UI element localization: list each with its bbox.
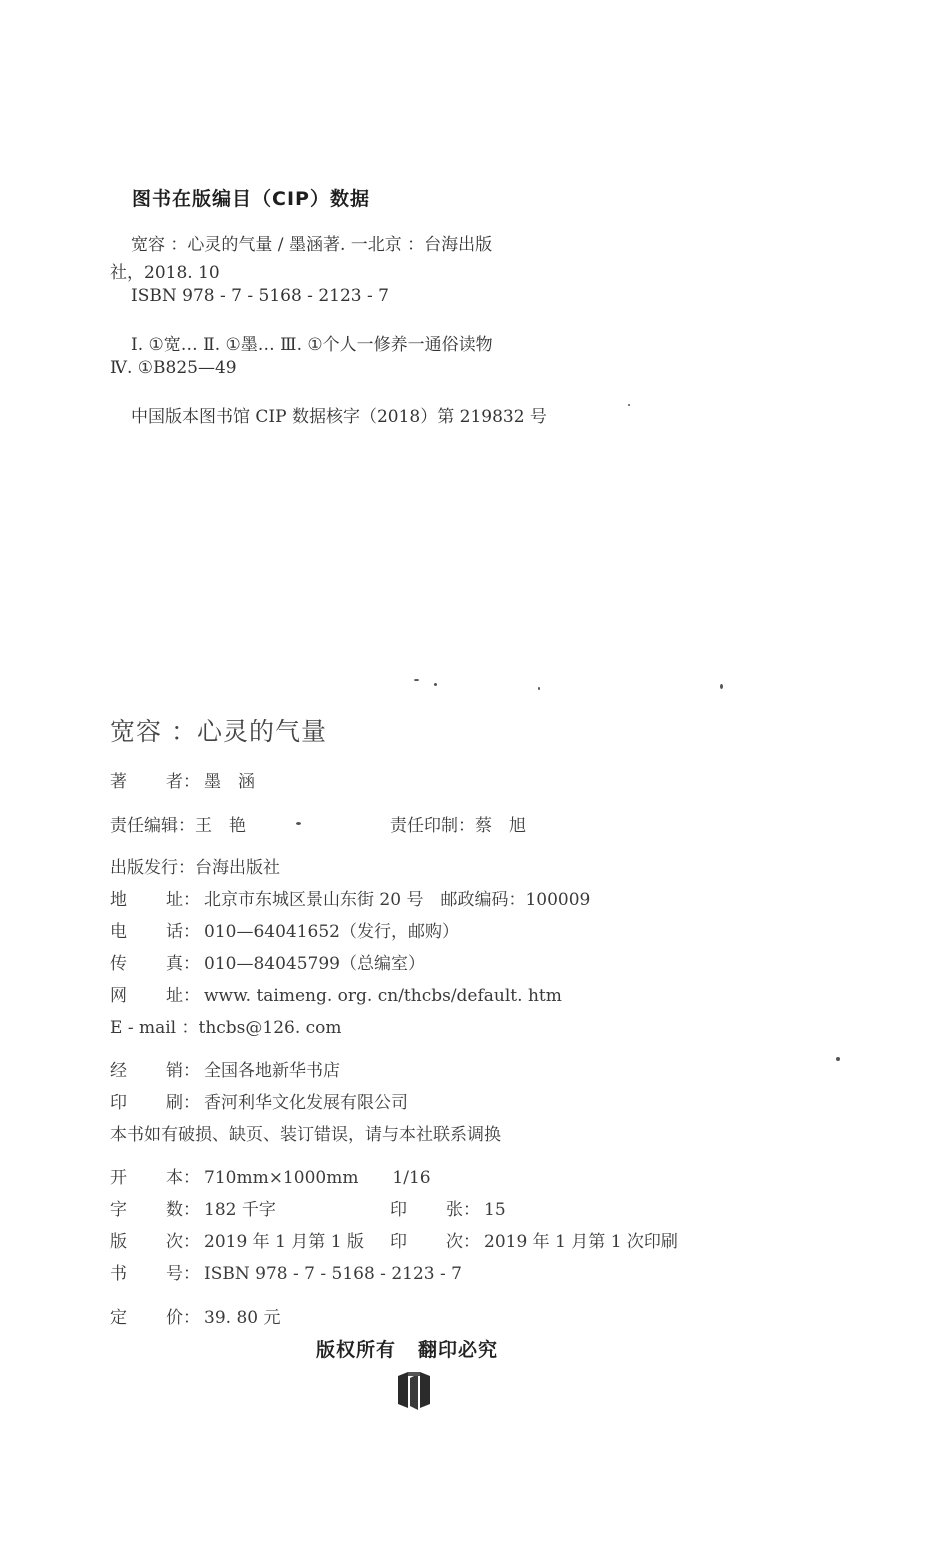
- editor-value: 王 艳: [195, 816, 246, 836]
- sheets-label: 印 张：: [390, 1200, 480, 1220]
- email-row: [110, 1013, 342, 1038]
- distributor-row: [110, 1056, 340, 1081]
- publisher-logo-graphic: [396, 1368, 432, 1412]
- copyright-notice: [316, 1335, 498, 1362]
- address-label: 地 址：: [110, 890, 200, 910]
- scan-speck: [720, 684, 723, 689]
- website-label: 网 址：: [110, 986, 200, 1006]
- format-label: 开 本：: [110, 1168, 200, 1188]
- address-row: [110, 885, 590, 910]
- distributor-label: 经 销：: [110, 1061, 200, 1081]
- copyright-part-1: 版权所有: [316, 1339, 397, 1361]
- scan-speck: [836, 1057, 840, 1061]
- cip-line-1: 宽容 ：心灵的气量 / 墨涵著. 一北京 ：台海出版: [131, 235, 493, 255]
- address-value: 北京市东城区景山东街 20 号 邮政编码：100009: [204, 890, 591, 910]
- publisher-label: 出版发行：: [110, 858, 195, 878]
- editor-row: [110, 811, 246, 836]
- damage-notice: 本书如有破损、缺页、装订错误，请与本社联系调换: [110, 1125, 501, 1145]
- print-editor-label: 责任印制：: [390, 816, 475, 836]
- price-row: [110, 1303, 280, 1328]
- website-row: [110, 981, 562, 1006]
- fax-label: 传 真：: [110, 954, 200, 974]
- cip-heading: 图书在版编目（CIP）数据: [132, 188, 370, 210]
- cip-line-2: 社，2018. 10: [110, 263, 220, 283]
- editor-label: 责任编辑：: [110, 816, 195, 836]
- phone-value: 010—64041652（发行，邮购）: [204, 922, 459, 942]
- cip-classification-2: Ⅳ. ①B825—49: [110, 358, 237, 378]
- author-value: 墨 涵: [204, 772, 255, 792]
- sheets-value: 15: [484, 1200, 506, 1220]
- cip-classification-1: Ⅰ. ①宽… Ⅱ. ①墨… Ⅲ. ①个人一修养一通俗读物: [131, 335, 493, 355]
- isbn-label: 书 号：: [110, 1264, 200, 1284]
- price-value: 39. 80 元: [204, 1308, 281, 1328]
- cip-isbn: ISBN 978 - 7 - 5168 - 2123 - 7: [131, 286, 389, 306]
- publisher-value: 台海出版社: [195, 858, 280, 878]
- impression-label: 印 次：: [390, 1232, 480, 1252]
- author-row: [110, 767, 255, 792]
- printer-label: 印 刷：: [110, 1093, 200, 1113]
- print-editor-row: [390, 811, 526, 836]
- print-editor-value: 蔡 旭: [475, 816, 526, 836]
- words-value: 182 千字: [204, 1200, 276, 1220]
- publisher-logo-icon: [396, 1368, 432, 1412]
- email-value: thcbs@126. com: [198, 1018, 342, 1038]
- price-label: 定 价：: [110, 1308, 200, 1328]
- book-title: 宽容 ：心灵的气量: [110, 717, 327, 746]
- edition-value: 2019 年 1 月第 1 版: [204, 1232, 364, 1252]
- edition-label: 版 次：: [110, 1232, 200, 1252]
- fax-value: 010—84045799（总编室）: [204, 954, 425, 974]
- cip-record-number: 中国版本图书馆 CIP 数据核字（2018）第 219832 号: [131, 407, 547, 427]
- scan-speck: [296, 822, 301, 825]
- scan-speck: [414, 679, 419, 681]
- impression-value: 2019 年 1 月第 1 次印刷: [484, 1232, 678, 1252]
- publisher-row: [110, 853, 280, 878]
- scan-speck: [434, 683, 437, 686]
- distributor-value: 全国各地新华书店: [204, 1061, 340, 1081]
- scan-speck: [538, 687, 540, 690]
- isbn-row: [110, 1259, 462, 1284]
- impression-row: [390, 1227, 678, 1252]
- words-row: [110, 1195, 276, 1220]
- copyright-part-2: 翻印必究: [418, 1339, 499, 1361]
- fax-row: [110, 949, 425, 974]
- format-value: 710mm×1000mm 1/16: [204, 1168, 431, 1188]
- words-label: 字 数：: [110, 1200, 200, 1220]
- printer-row: [110, 1088, 408, 1113]
- email-label: E - mail ：: [110, 1018, 199, 1038]
- author-label: 著 者：: [110, 772, 200, 792]
- format-row: [110, 1163, 431, 1188]
- printer-value: 香河利华文化发展有限公司: [204, 1093, 408, 1113]
- website-value: www. taimeng. org. cn/thcbs/default. htm: [204, 986, 562, 1006]
- phone-label: 电 话：: [110, 922, 200, 942]
- edition-row: [110, 1227, 364, 1252]
- sheets-row: [390, 1195, 506, 1220]
- scan-speck: [628, 404, 630, 406]
- phone-row: [110, 917, 459, 942]
- isbn-value: ISBN 978 - 7 - 5168 - 2123 - 7: [204, 1264, 462, 1284]
